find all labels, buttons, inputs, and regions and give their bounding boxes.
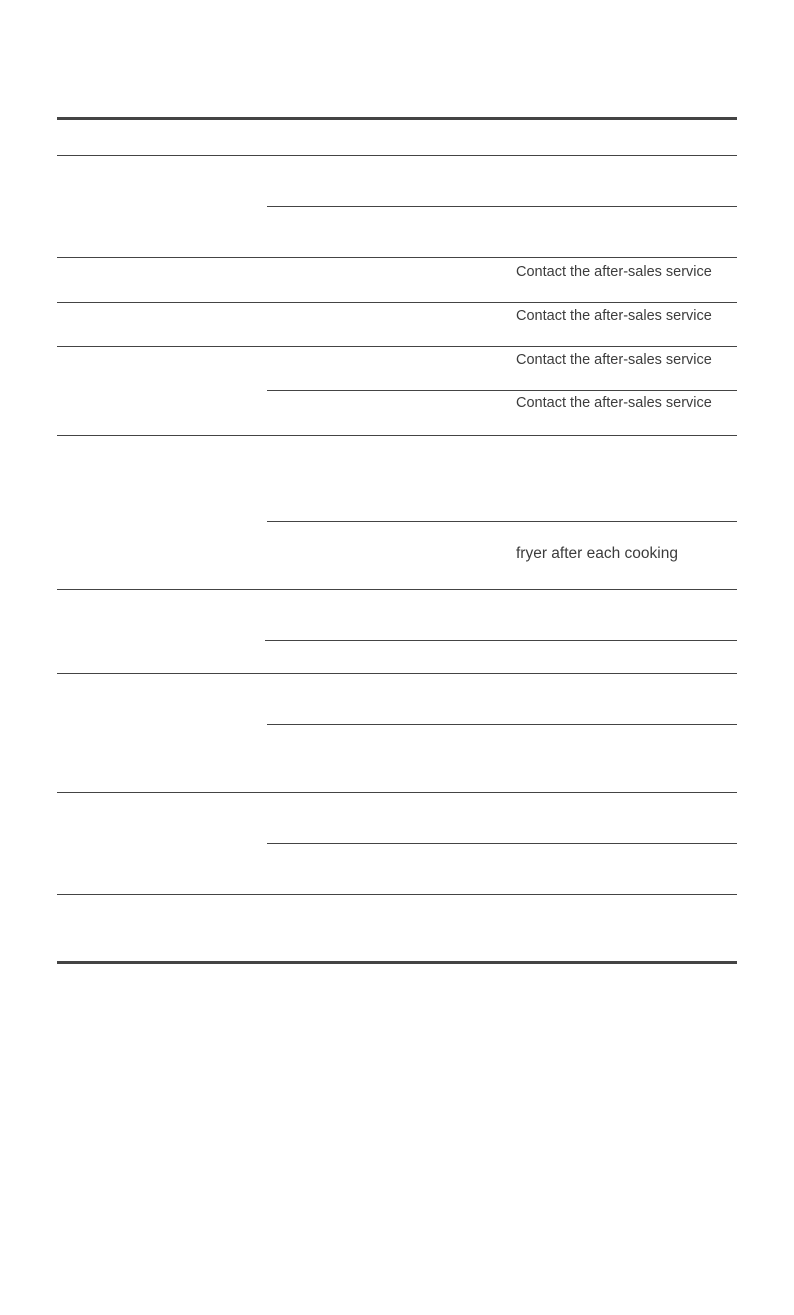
row-divider [267, 521, 737, 522]
group-divider [57, 792, 737, 793]
row-divider [267, 206, 737, 207]
row-divider [267, 843, 737, 844]
group-divider [57, 257, 737, 258]
group-divider [57, 302, 737, 303]
group-divider [57, 894, 737, 895]
table-header-divider [57, 155, 737, 156]
row-divider [265, 640, 737, 641]
group-divider [57, 673, 737, 674]
group-divider [57, 589, 737, 590]
row-divider [267, 724, 737, 725]
table-top-border [57, 117, 737, 120]
solution-text: Contact the after-sales service [516, 352, 712, 368]
solution-text: Contact the after-sales service [516, 395, 712, 411]
group-divider [57, 346, 737, 347]
group-divider [57, 435, 737, 436]
table-bottom-border [57, 961, 737, 964]
solution-text: fryer after each cooking [516, 545, 678, 562]
solution-text: Contact the after-sales service [516, 308, 712, 324]
row-divider [267, 390, 737, 391]
solution-text: Contact the after-sales service [516, 264, 712, 280]
